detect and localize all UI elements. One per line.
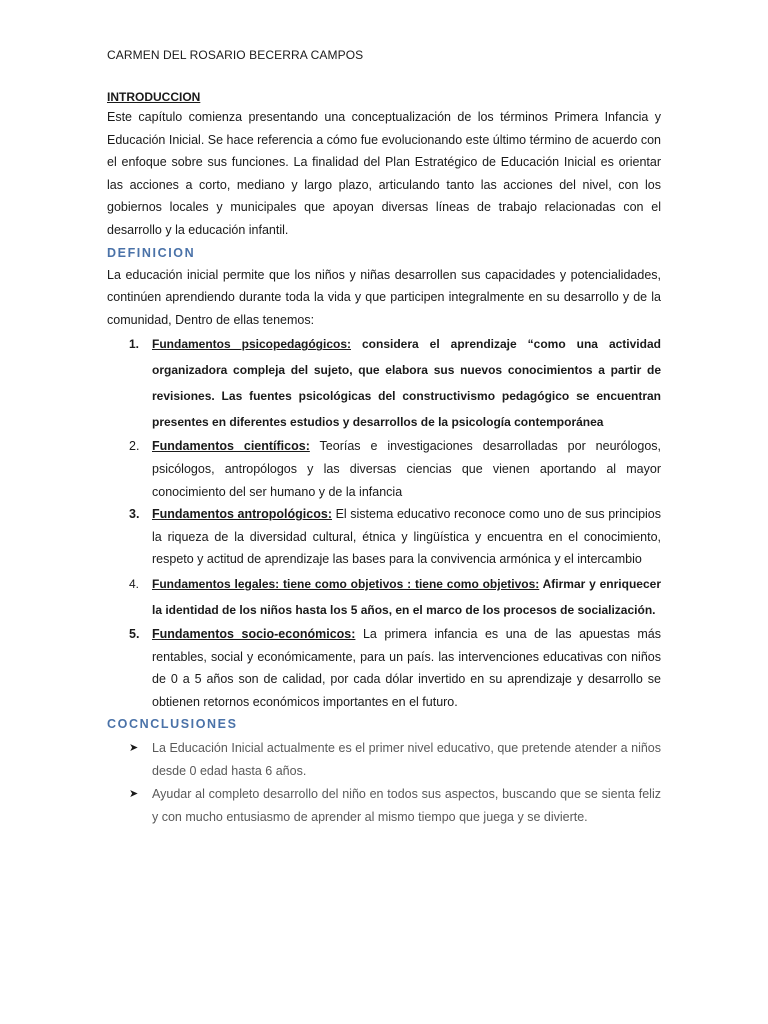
fundamental-item-legal bbox=[107, 571, 661, 623]
fundamental-text: considera el aprendizaje “como una actividad organizadora compleja del sujeto, que elabora sus nuevos conocimientos a partir de revisiones. Las fuentes psicológicas del constructivismo pedagógico se encuentran presentes en diferentes estudios y desarrollos de la psicología contemporánea bbox=[152, 337, 661, 430]
fundamental-title: Fundamentos legales: tiene como objetivos : tiene como objetivos: bbox=[152, 576, 540, 591]
conclusion-item bbox=[107, 737, 661, 782]
fundamental-title: Fundamentos psicopedagógicos: bbox=[152, 337, 351, 352]
fundamental-item-socioeconomic bbox=[107, 623, 661, 713]
fundamental-text: La primera infancia es una de las apuestas más rentables, social y económicamente, para un país. las intervenciones educativas con niños de 0 a 5 años son de calidad, por cada dólar invertido en su aprendizaje y desarrollo se obtienen retornos económicos importantes en el futuro. bbox=[152, 626, 661, 709]
definition-heading: DEFINICION bbox=[107, 245, 196, 260]
author-name: CARMEN DEL ROSARIO BECERRA CAMPOS bbox=[107, 48, 364, 62]
definition-paragraph: La educación inicial permite que los niños y niñas desarrollen sus capacidades y potencialidades, continúen aprendiendo durante toda la vida y que participen integralmente en su desarrollo y de la comunidad, Dentro de ellas tenemos: bbox=[107, 267, 661, 327]
conclusion-item bbox=[107, 783, 661, 828]
fundamental-text: El sistema educativo reconoce como uno de sus principios la riqueza de la diversidad cultural, étnica y lingüística y encuentra en el conocimiento, respeto y actitud de aprendizaje las bases para la convivencia armónica y el intercambio bbox=[152, 507, 662, 567]
arrowhead-bullet-icon: ➤ bbox=[129, 788, 139, 801]
fundamental-item-psychopedagogical bbox=[107, 331, 661, 435]
fundamentals-list bbox=[107, 331, 661, 713]
fundamental-text: Teorías e investigaciones desarrolladas por neurólogos, psicólogos, antropólogos y las diversas ciencias que vienen aportando al mayor conocimiento del ser humano y de la infancia bbox=[152, 439, 661, 499]
list-number: 1. bbox=[129, 337, 140, 352]
fundamental-item-scientific bbox=[107, 435, 661, 503]
conclusions-heading: COCNCLUSIONES bbox=[107, 717, 238, 732]
conclusion-text: Ayudar al completo desarrollo del niño en todos sus aspectos, buscando que se sienta feliz y con mucho entusiasmo de aprender al mismo tiempo que juega y se divierte. bbox=[152, 787, 661, 825]
fundamental-item-anthropological bbox=[107, 503, 661, 571]
conclusions-list bbox=[107, 737, 661, 828]
introduction-title: INTRODUCCION bbox=[107, 90, 201, 104]
list-number: 3. bbox=[129, 507, 140, 522]
list-number: 5. bbox=[129, 626, 140, 641]
list-number: 4. bbox=[129, 576, 140, 591]
fundamental-text: Afirmar y enriquecer la identidad de los niños hasta los 5 años, en el marco de los procesos de socialización. bbox=[152, 576, 661, 617]
introduction-paragraph: Este capítulo comienza presentando una conceptualización de los términos Primera Infancia y Educación Inicial. Se hace referencia a cómo fue evolucionando este último término de acuerdo con el enfoque sobre sus funciones. La finalidad del Plan Estratégico de Educación Inicial es orientar las acciones a corto, mediano y largo plazo, articulando tanto las acciones del nivel, con los gobiernos locales y municipales que apoyan diversas líneas de trabajo relacionadas con el desarrollo y la educación infantil. bbox=[107, 110, 661, 237]
conclusion-text: La Educación Inicial actualmente es el primer nivel educativo, que pretende atender a niños desde 0 edad hasta 6 años. bbox=[152, 741, 661, 778]
fundamental-title: Fundamentos socio-económicos: bbox=[152, 626, 356, 641]
list-number: 2. bbox=[129, 439, 140, 454]
arrowhead-bullet-icon: ➤ bbox=[129, 742, 139, 755]
fundamental-title: Fundamentos científicos: bbox=[152, 439, 310, 454]
fundamental-title: Fundamentos antropológicos: bbox=[152, 507, 332, 522]
